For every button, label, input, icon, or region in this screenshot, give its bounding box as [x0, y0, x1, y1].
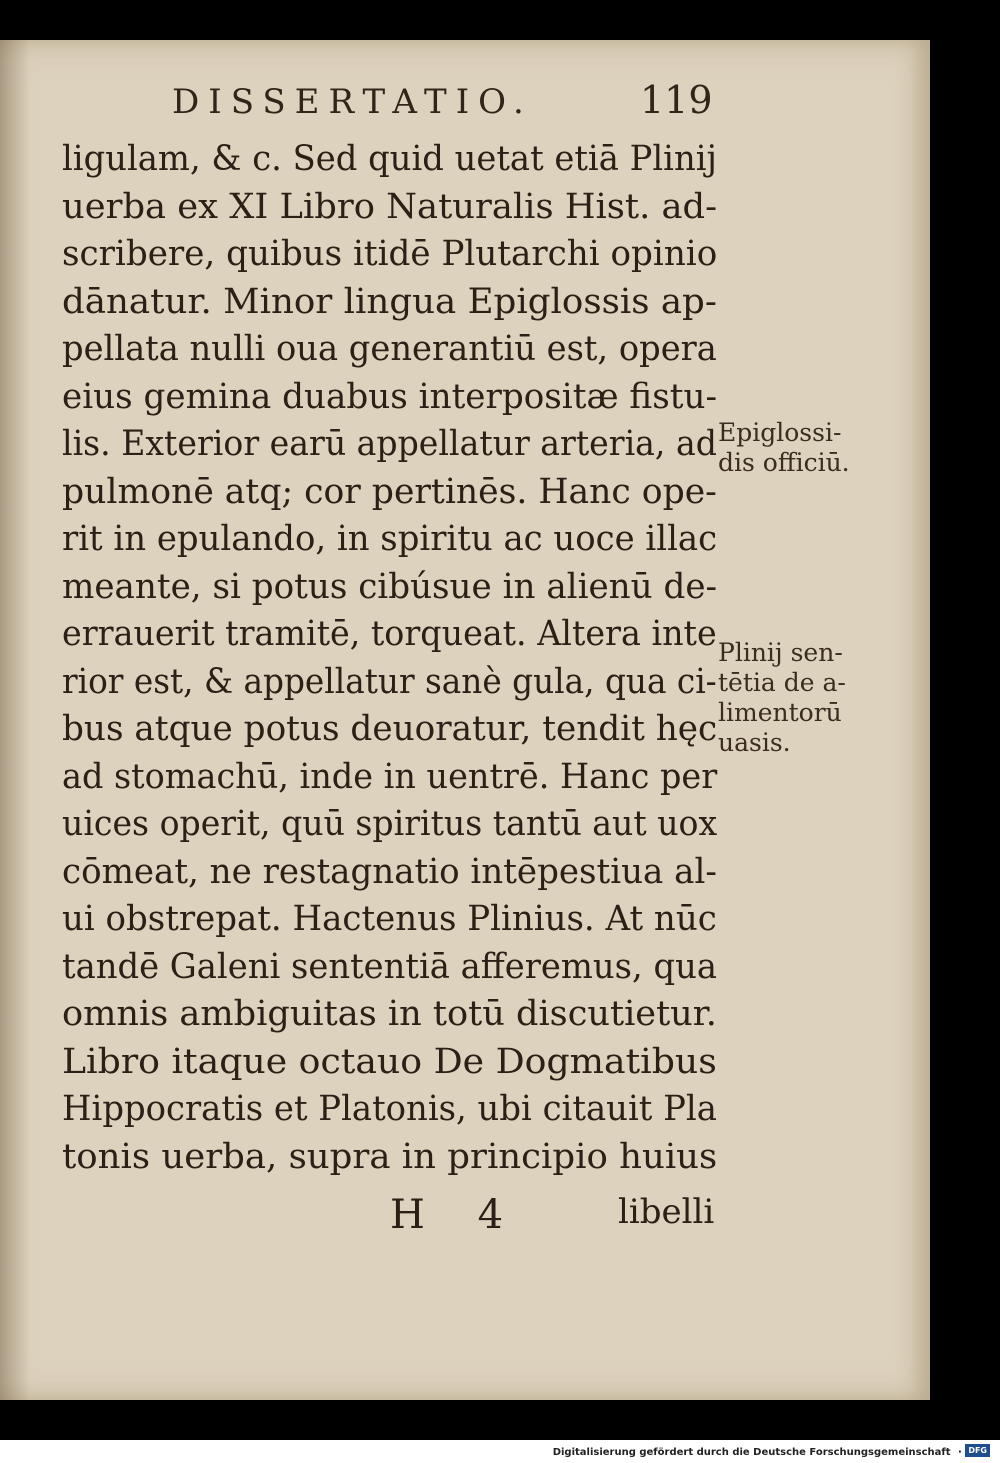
text-line: meante, si potus cibúsue in alienū de-	[62, 566, 718, 607]
text-line: scribere, quibus itidē Plutarchi opinio	[62, 234, 718, 274]
spine-shadow	[0, 40, 30, 1400]
margin-note-line: dis officiū.	[718, 448, 850, 477]
credit-text: Digitalisierung gefördert durch die Deutsche Forschungsgemeinschaft	[552, 1447, 951, 1458]
book-page	[0, 40, 930, 1400]
text-line: errauerit tramitē, torqueat. Altera inte	[62, 614, 717, 654]
text-line: rior est, & appellatur sanè gula, qua ci-	[62, 661, 717, 702]
catchword: libelli	[618, 1192, 715, 1232]
text-line: Hippocratis et Platonis, ubi citauit Pla	[62, 1089, 717, 1129]
text-line: omnis ambiguitas in totū discutietur.	[62, 994, 717, 1034]
text-line: uerba ex XI Libro Naturalis Hist. ad-	[62, 186, 718, 227]
signature-mark: H 4	[390, 1192, 504, 1238]
credit-separator: ·	[954, 1447, 966, 1458]
text-line: ligulam, & c. Sed quid uetat etiā Plinij	[62, 139, 717, 179]
text-line: cōmeat, ne restagnatio intēpestiua al-	[62, 851, 717, 892]
text-line: pellata nulli oua generantiū est, opera	[62, 329, 717, 369]
dfg-logo-icon: DFG	[965, 1444, 990, 1457]
text-line: bus atque potus deuoratur, tendit hęc	[62, 709, 718, 749]
main-text-block	[62, 136, 722, 1181]
margin-note-pliny	[718, 638, 893, 758]
margin-note-line: limentorū	[718, 698, 842, 727]
text-line: rit in epulando, in spiritu ac uoce illac	[62, 519, 718, 559]
digitization-credit-bar	[0, 1440, 1000, 1461]
text-line: pulmonē atq; cor pertinēs. Hanc ope-	[62, 471, 717, 512]
text-line: ui obstrepat. Hactenus Plinius. At nūc	[62, 899, 717, 939]
running-head: DISSERTATIO.	[172, 82, 533, 122]
text-line: uices operit, quū spiritus tantū aut uox	[62, 804, 718, 844]
text-line: dānatur. Minor lingua Epiglossis ap-	[62, 281, 717, 322]
text-line: eius gemina duabus interpositæ fistu-	[62, 376, 718, 417]
margin-note-line: tētia de a-	[718, 668, 846, 697]
text-line: Libro itaque octauo De Dogmatibus	[62, 1041, 717, 1082]
text-line: lis. Exterior earū appellatur arteria, ad	[62, 424, 717, 464]
text-line: ad stomachū, inde in uentrē. Hanc per	[62, 756, 718, 797]
margin-note-line: uasis.	[718, 728, 791, 757]
margin-note-line: Plinij sen-	[718, 638, 843, 667]
text-line: tandē Galeni sententiā afferemus, qua	[62, 946, 717, 987]
text-line: tonis uerba, supra in principio huius	[62, 1136, 718, 1177]
page-number: 119	[640, 78, 713, 122]
margin-note-line: Epiglossi-	[718, 418, 842, 447]
margin-note-epiglottis	[718, 418, 893, 478]
